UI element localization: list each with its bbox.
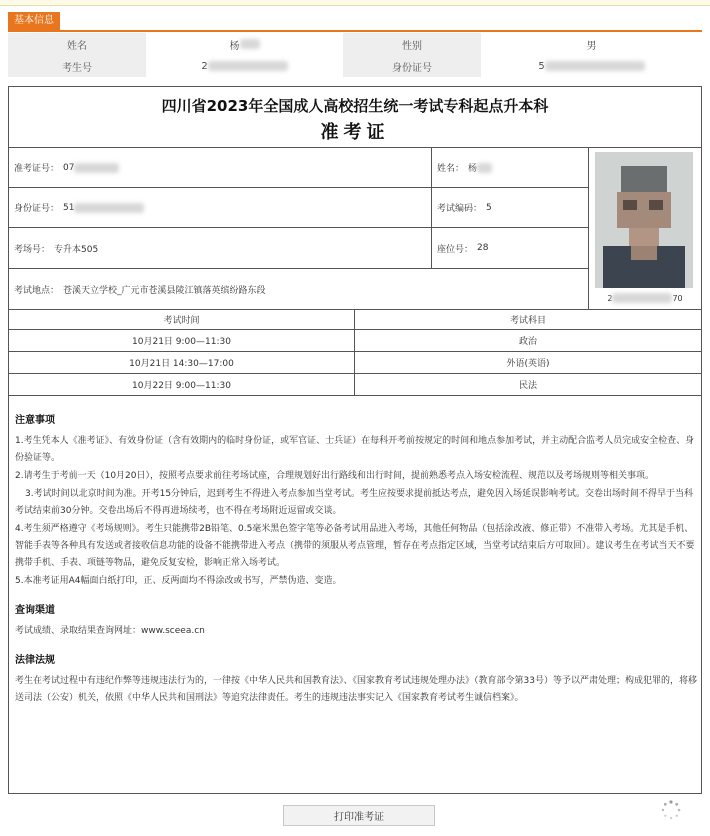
exam-code-cell: [432, 188, 589, 228]
seat-value: 28: [477, 243, 489, 253]
exam-no-label: 考生号: [8, 55, 146, 77]
redaction-blur: [240, 39, 260, 49]
ticket-title: [9, 87, 701, 148]
redaction-blur: [74, 203, 144, 213]
gender-label: 性别: [343, 33, 481, 55]
ticket-name-value: 杨: [468, 164, 478, 174]
section-divider: [8, 30, 702, 32]
photo-id-prefix: 2: [607, 293, 613, 303]
admission-no-label: 准考证号：: [14, 164, 60, 174]
schedule-subject-cell: 外语(英语): [355, 352, 701, 374]
photo-id-label: [589, 288, 701, 308]
admission-no-value: 07: [63, 162, 75, 173]
ticket-name-cell: [432, 148, 589, 188]
ticket-title-line1: 四川省2023年全国成人高校招生统一考试专科起点升本科: [161, 97, 549, 115]
ticket-id-cell: [9, 188, 432, 228]
id-value: [481, 55, 702, 77]
photo-id-suffix: 70: [672, 293, 683, 303]
gender-value: 男: [481, 33, 702, 55]
seat-label: 座位号：: [437, 244, 474, 255]
top-notice-strip: [0, 0, 710, 6]
notes-item: 5.本准考证用A4幅面白纸打印，正、反两面均不得涂改或书写，严禁伪造、变造。: [15, 576, 342, 586]
admission-ticket: [8, 86, 702, 794]
notes-section: [15, 412, 697, 708]
schedule-time-cell: 10月22日 9:00—11:30: [9, 374, 355, 396]
redaction-blur: [477, 163, 492, 173]
ticket-id-value: 51: [63, 202, 75, 213]
law-heading: 法律法规: [15, 655, 55, 666]
notes-item: 2.请考生于考前一天（10月20日），按照考点要求前往考场试座，合理规划好出行路线和出行时间，提前熟悉考点入场安检流程、规范以及考场规则等相关事项。: [15, 471, 654, 481]
redaction-blur: [545, 61, 645, 71]
location-label: 考试地点：: [14, 285, 60, 296]
candidate-photo: [595, 152, 693, 288]
room-value: 专升本505: [54, 244, 99, 255]
notes-item: 1.考生凭本人《准考证》、有效身份证（含有效期内的临时身份证，或军官证、士兵证）在每科开考前按规定的时间和地点参加考试，并主动配合监考人员完成安全检查、身份验证等。: [15, 436, 695, 463]
id-label: 身份证号: [343, 55, 481, 77]
seat-cell: [432, 228, 589, 269]
ticket-title-line2: 准考证: [320, 122, 390, 143]
exam-code-label: 考试编码：: [437, 204, 483, 214]
law-text: 考生在考试过程中有违纪作弊等违规违法行为的，一律按《中华人民共和国教育法》、《国家教育考试违规处理办法》（教育部令第33号）等予以严肃处理；构成犯罪的，将移送司法（公安）机关，依照《中华人民共和国刑法》等追究法律责任。考生的违规违法事实记入《国家教育考试考生诚信档案》。: [15, 676, 697, 703]
schedule-subject-cell: 民法: [355, 374, 701, 396]
room-cell: [9, 228, 432, 269]
ticket-name-label: 姓名：: [437, 164, 465, 174]
admission-no-cell: [9, 148, 432, 188]
section-tag-basic-info: 基本信息: [8, 12, 60, 30]
basic-info-row: [8, 33, 702, 55]
photo-area: [589, 148, 701, 310]
schedule-time-header: 考试时间: [9, 310, 355, 330]
exam-no-value: [146, 55, 343, 77]
redaction-blur: [208, 61, 288, 71]
schedule-time-cell: 10月21日 9:00—11:30: [9, 330, 355, 352]
redaction-blur: [612, 293, 672, 303]
name-text: 杨: [229, 40, 240, 52]
redaction-blur: [74, 163, 119, 173]
room-label: 考场号：: [14, 244, 51, 255]
query-text: 考试成绩、录取结果查询网址：www.sceea.cn: [15, 626, 205, 636]
schedule-time-cell: 10月21日 14:30—17:00: [9, 352, 355, 374]
exam-no-text: 2: [201, 60, 208, 72]
name-label: 姓名: [8, 33, 146, 55]
notes-item: 4.考生须严格遵守《考场规则》。考生只能携带2B铅笔、0.5毫米黑色签字笔等必备考试用品进入考场，其他任何物品（包括涂改液、修正带）不准带入考场。尤其是手机、智能手表等各种具有发送或者接收信息功能的设备不能携带进入考点（携带的须服从考点管理，暂存在考点指定区域，当堂考试结束后方可取回）。建议考生在考试当天不要携带手机、手表、项链等物品，避免反复安检，影响正常入场考试。: [15, 524, 695, 568]
query-heading: 查询渠道: [15, 605, 55, 616]
notes-item: 3.考试时间以北京时间为准。开考15分钟后，迟到考生不得进入考点参加当堂考试。考生应按要求提前抵达考点，避免因入场延误影响考试。交卷出场时间不得早于当科考试结束前30分钟。交卷出场后不得再进场续考，也不得在考场附近逗留或交谈。: [15, 489, 694, 516]
basic-info-grid: [8, 33, 702, 77]
loading-spinner-icon: [660, 799, 682, 821]
name-value: [146, 33, 343, 55]
print-ticket-button[interactable]: 打印准考证: [283, 805, 435, 826]
location-value: 苍溪天立学校_广元市苍溪县陵江镇落英缤纷路东段: [63, 285, 266, 296]
exam-code-value: 5: [486, 202, 492, 213]
schedule-subject-header: 考试科目: [355, 310, 701, 330]
id-text: 5: [538, 60, 545, 72]
ticket-id-label: 身份证号：: [14, 204, 60, 214]
schedule-subject-cell: 政治: [355, 330, 701, 352]
basic-info-row: [8, 55, 702, 77]
location-cell: [9, 269, 589, 310]
notes-heading: 注意事项: [15, 415, 55, 426]
